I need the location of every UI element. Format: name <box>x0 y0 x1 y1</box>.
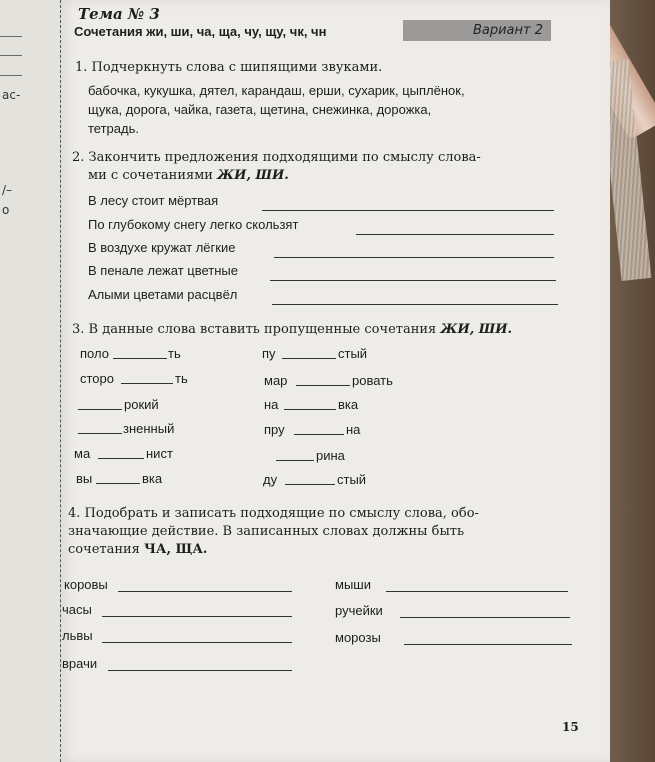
task1-word-line: тетрадь. <box>88 121 139 136</box>
gap-line[interactable] <box>276 460 314 461</box>
gap-line[interactable] <box>294 434 344 435</box>
word-part: ть <box>175 371 188 386</box>
noun-word: морозы <box>335 630 381 645</box>
sentence-text: В воздухе кружат лёгкие <box>88 240 236 255</box>
word-part: нист <box>146 446 173 461</box>
noun-word: врачи <box>62 656 98 671</box>
answer-line[interactable] <box>262 210 554 211</box>
task1-heading: 1. Подчеркнуть слова с шипящими звуками. <box>75 60 383 75</box>
task2-combination: ЖИ, ШИ. <box>217 168 289 183</box>
task3-heading <box>72 322 512 337</box>
word-part: рина <box>316 448 345 463</box>
left-page-rule <box>0 55 22 56</box>
page-number: 15 <box>562 720 579 734</box>
gap-line[interactable] <box>285 484 335 485</box>
task1-word-line: бабочка, кукушка, дятел, карандаш, ерши, сухарик, цыплёнок, <box>88 83 465 98</box>
task4-heading: 4. Подобрать и записать подходящие по смыслу слова, обо- <box>68 506 479 521</box>
gap-line[interactable] <box>96 483 140 484</box>
word-part: ма <box>74 446 91 461</box>
noun-word: часы <box>62 602 92 617</box>
left-page-edge <box>0 0 60 762</box>
word-part: мар <box>264 373 288 388</box>
word-part: вка <box>338 397 359 412</box>
gap-line[interactable] <box>78 409 122 410</box>
answer-line[interactable] <box>118 591 292 592</box>
sentence-text: По глубокому снегу легко скользят <box>88 217 299 232</box>
word-part: поло <box>80 346 109 361</box>
word-part: зненный <box>123 421 175 436</box>
sentence-text: В пенале лежат цветные <box>88 263 238 278</box>
task3-combination: ЖИ, ШИ. <box>440 322 513 337</box>
word-part: стый <box>337 472 367 487</box>
noun-word: коровы <box>64 577 108 592</box>
sentence-text: В лесу стоит мёртвая <box>88 193 219 208</box>
word-part: стый <box>338 346 368 361</box>
task4-heading-cont: значающие действие. В записанных словах должны быть <box>68 524 465 539</box>
word-part: ду <box>263 472 278 487</box>
answer-line[interactable] <box>404 644 572 645</box>
word-part: рокий <box>124 397 159 412</box>
gap-line[interactable] <box>282 358 336 359</box>
task4-heading-cont <box>68 542 207 557</box>
left-page-fragment: о <box>2 203 10 217</box>
word-part: на <box>264 397 279 412</box>
word-part: ровать <box>352 373 393 388</box>
word-part: вка <box>142 471 163 486</box>
page-title: Сочетания жи, ши, ча, ща, чу, щу, чк, чн <box>74 24 327 39</box>
gap-line[interactable] <box>113 358 167 359</box>
word-part: ть <box>168 346 181 361</box>
task4-combination: ЧА, ЩА. <box>144 542 208 557</box>
gap-line[interactable] <box>121 383 173 384</box>
task2-heading-text: ми с сочетаниями <box>88 168 218 183</box>
topic-heading: Тема № 3 <box>78 5 160 23</box>
gap-line[interactable] <box>98 458 144 459</box>
sentence-text: Алыми цветами расцвёл <box>88 287 238 302</box>
answer-line[interactable] <box>102 616 292 617</box>
word-part: сторо <box>80 371 114 386</box>
word-part: на <box>346 422 361 437</box>
answer-line[interactable] <box>356 234 554 235</box>
word-part: пру <box>264 422 285 437</box>
word-part: вы <box>76 471 93 486</box>
task2-heading: 2. Закончить предложения подходящими по смыслу слова- <box>72 150 481 165</box>
answer-line[interactable] <box>272 304 558 305</box>
noun-word: львы <box>62 628 93 643</box>
answer-line[interactable] <box>386 591 568 592</box>
answer-line[interactable] <box>108 670 292 671</box>
answer-line[interactable] <box>270 280 556 281</box>
noun-word: мыши <box>335 577 371 592</box>
answer-line[interactable] <box>274 257 554 258</box>
gap-line[interactable] <box>296 385 350 386</box>
left-page-fragment: ас- <box>2 88 21 102</box>
answer-line[interactable] <box>400 617 570 618</box>
noun-word: ручейки <box>335 603 383 618</box>
gap-line[interactable] <box>78 433 122 434</box>
page-margin-line <box>60 0 61 762</box>
task4-heading-text: сочетания <box>68 542 145 557</box>
left-page-rule <box>0 75 22 76</box>
left-page-rule <box>0 36 22 37</box>
answer-line[interactable] <box>102 642 292 643</box>
word-part: пу <box>262 346 276 361</box>
gap-line[interactable] <box>284 409 336 410</box>
left-page-fragment: /– <box>2 183 13 197</box>
task2-heading-cont <box>88 168 289 183</box>
task3-heading-text: 3. В данные слова вставить пропущенные сочетания <box>72 322 441 337</box>
task1-word-line: щука, дорога, чайка, газета, щетина, снежинка, дорожка, <box>88 102 432 117</box>
variant-badge: Вариант 2 <box>403 20 551 41</box>
